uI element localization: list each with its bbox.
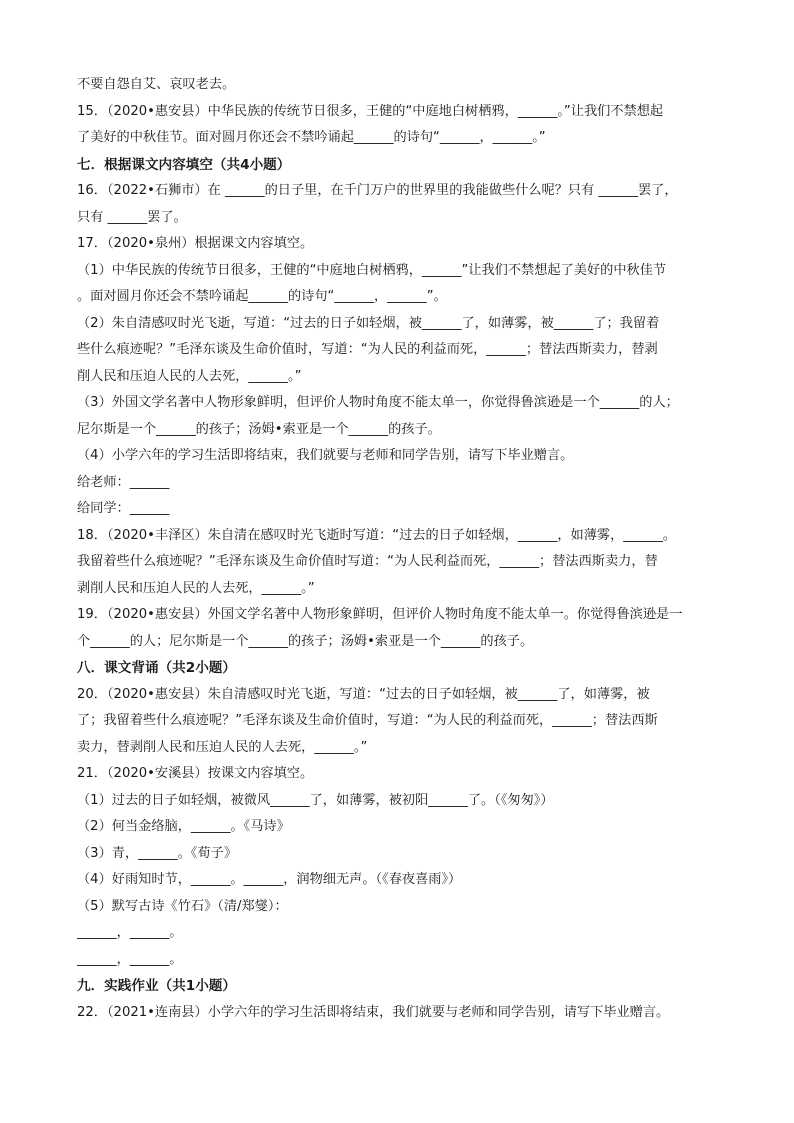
section-heading-9: 九．实践作业（共1小题）: [77, 978, 236, 994]
text-line: ______，______。: [77, 951, 183, 967]
question-15-line: 15．（2020•惠安县）中华民族的传统节日很多，王健的“中庭地白树栖鸦，______。”让我们不禁想起: [77, 103, 664, 119]
text-line: 尼尔斯是一个______的孩子；汤姆•索亚是一个______的孩子。: [77, 421, 441, 437]
document-body: [77, 72, 719, 1026]
section-heading-8: 八．课文背诵（共2小题）: [77, 660, 236, 676]
text-line: （2）何当金络脑，______。《马诗》: [77, 819, 290, 834]
text-line: 只有 ______罢了。: [77, 209, 187, 225]
text-line: （3）青，______。《荀子》: [77, 845, 238, 861]
question-21-line: 21．（2020•安溪县）按课文内容填空。: [77, 766, 314, 781]
question-17-line: 17．（2020•泉州）根据课文内容填空。: [77, 236, 314, 251]
text-line: 卖力，替剥削人民和压迫人民的人去死，______。”: [77, 739, 368, 755]
text-line: 剥削人民和压迫人民的人去死，______。”: [77, 580, 315, 596]
text-line: 削人民和压迫人民的人去死，______。”: [77, 368, 302, 384]
text-line: 个______的人；尼尔斯是一个______的孩子；汤姆•索亚是一个______的孩子。: [77, 633, 534, 649]
text-line: 我留着些什么痕迹呢？”毛泽东谈及生命价值时写道：“为人民利益而死，______；替法西斯卖力，替: [77, 554, 658, 569]
text-line: （5）默写古诗《竹石》（清/郑燮）：: [77, 898, 288, 914]
text-line: 些什么痕迹呢？”毛泽东谈及生命价值时，写道：“为人民的利益而死，______；替法西斯卖力，替剥: [77, 342, 658, 357]
text-line: （4）好雨知时节，______。______，润物细无声。（《春夜喜雨》）: [77, 872, 462, 887]
question-19-line: 19．（2020•惠安县）外国文学名著中人物形象鲜明，但评价人物时角度不能太单一。你觉得鲁滨逊是一: [77, 607, 683, 622]
text-line: 给老师：______: [77, 474, 170, 490]
text-line: （2）朱自清感叹时光飞逝，写道：“过去的日子如轻烟，被______了，如薄雾，被______了；我留着: [77, 315, 660, 331]
text-line: 了；我留着些什么痕迹呢？”毛泽东谈及生命价值时，写道：“为人民的利益而死，______；替法西斯: [77, 713, 658, 728]
question-20-line: 20．（2020•惠安县）朱自清感叹时光飞逝，写道：“过去的日子如轻烟，被______了，如薄雾，被: [77, 686, 650, 702]
section-heading-7: 七．根据课文内容填空（共4小题）: [77, 156, 291, 173]
question-18-line: 18．（2020•丰泽区）朱自清在感叹时光飞逝时写道：“过去的日子如轻烟，______，如薄雾，______。: [77, 527, 677, 543]
question-16-line: 16．（2022•石狮市）在 ______的日子里，在千门万户的世界里的我能做些什么呢？只有 ______罢了，: [77, 183, 678, 198]
text-line: （1）过去的日子如轻烟，被微风______了，如薄雾，被初阳______了。（《匆匆》）: [77, 792, 554, 808]
text-line: （4）小学六年的学习生活即将结束，我们就要与老师和同学告别，请写下毕业赠言。: [77, 448, 574, 463]
text-line: 了美好的中秋佳节。面对圆月你还会不禁吟诵起______的诗句“______，______。”: [77, 130, 546, 145]
text-line: （3）外国文学名著中人物形象鲜明，但评价人物时角度不能太单一，你觉得鲁滨逊是一个______的人；: [77, 395, 679, 410]
text-line: （1）中华民族的传统节日很多，王健的“中庭地白树栖鸦，______”让我们不禁想起了美好的中秋佳节: [77, 262, 667, 278]
text-line: ______，______。: [77, 925, 183, 940]
text-line: 不要自怨自艾、哀叹老去。: [77, 77, 236, 92]
text-line: 给同学：______: [77, 501, 170, 516]
text-line: 。面对圆月你还会不禁吟诵起______的诗句“______，______”。: [77, 289, 447, 304]
question-22-line: 22．（2021•连南县）小学六年的学习生活即将结束，我们就要与老师和同学告别，请写下毕业赠言。: [77, 1004, 670, 1020]
